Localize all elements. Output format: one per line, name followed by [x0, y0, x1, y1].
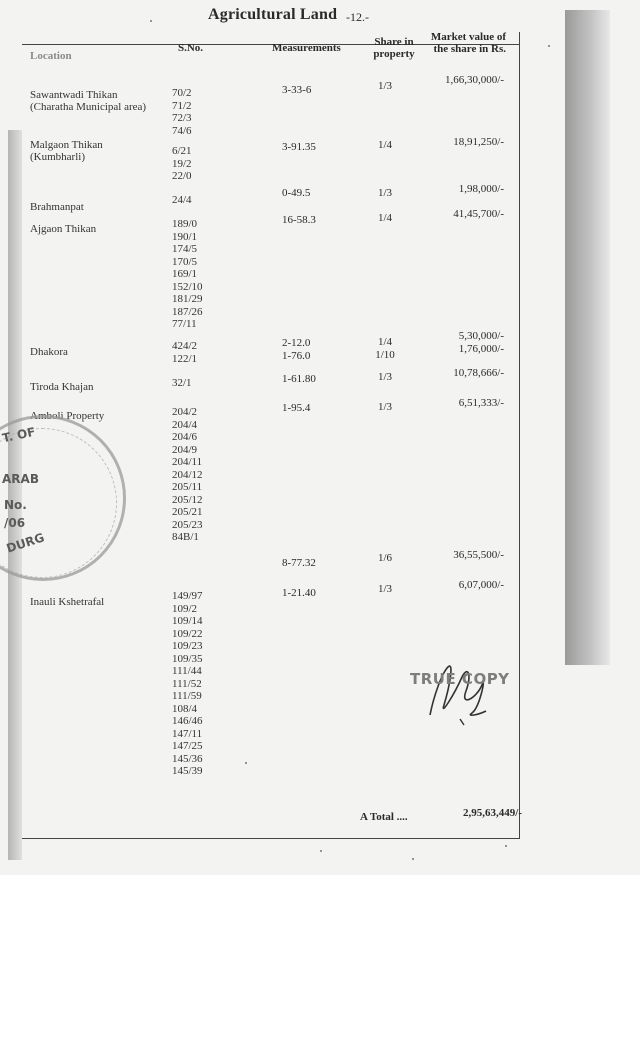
survey-number: 170/5	[172, 255, 198, 268]
measurement-cell-line: 3-91.35	[282, 141, 316, 153]
survey-number: 22/0	[172, 170, 192, 182]
seal-text-fragment: DURG	[4, 530, 47, 556]
survey-number: 111/52	[172, 677, 202, 690]
survey-number: 204/6	[172, 431, 198, 443]
market-value-cell-line: 1,98,000/-	[458, 183, 504, 195]
survey-number: 109/2	[172, 602, 198, 615]
share-cell-line: 1/4	[377, 336, 393, 348]
measurement-cell-line: 16-58.3	[282, 214, 316, 226]
market-value-cell-line: 1,76,000/-	[458, 342, 504, 355]
market-value-cell-line: 36,55,500/-	[453, 549, 504, 561]
survey-number: 181/29	[172, 293, 203, 305]
market-value-cell	[418, 136, 504, 149]
seal-text-fragment: ARAB	[2, 472, 39, 486]
survey-number: 149/97	[172, 590, 203, 602]
survey-number: 205/23	[172, 518, 203, 531]
scan-speck	[150, 20, 152, 22]
scan-shadow-right	[565, 10, 610, 665]
survey-number: 204/2	[172, 406, 198, 418]
share-cell	[368, 336, 402, 361]
survey-number: 84B/1	[172, 531, 199, 543]
location-cell: Ajgaon Thikan	[30, 223, 97, 235]
share-cell-line: 1/3	[377, 80, 393, 92]
survey-number: 71/2	[172, 99, 192, 112]
column-header-share: Share in property	[373, 36, 415, 60]
survey-number: 109/23	[172, 640, 203, 652]
measurement-cell	[282, 402, 316, 569]
measurement-cell-line: 1-61.80	[282, 373, 316, 385]
survey-number: 109/22	[172, 627, 203, 640]
survey-number-cell	[172, 406, 203, 544]
survey-number: 187/26	[172, 305, 203, 318]
seal-text-fragment: /06	[4, 516, 26, 530]
survey-number: 189/0	[172, 218, 198, 230]
survey-number-cell	[172, 145, 192, 183]
survey-number: 204/11	[172, 456, 203, 468]
survey-number: 72/3	[172, 112, 192, 124]
market-value-cell	[418, 579, 504, 592]
column-header-measurements: Measurements	[272, 42, 341, 54]
share-cell	[368, 187, 402, 200]
market-value-cell	[418, 367, 504, 380]
share-cell	[368, 212, 402, 225]
survey-number: 111/44	[172, 665, 202, 677]
share-cell	[368, 583, 402, 596]
scan-speck	[245, 762, 247, 764]
measurement-cell	[282, 141, 316, 154]
total-label: A Total ....	[360, 811, 408, 823]
survey-number: 70/2	[172, 87, 192, 99]
measurement-cell-line: 1-21.40	[282, 587, 316, 599]
survey-number: 190/1	[172, 230, 198, 243]
survey-number-cell	[172, 340, 197, 365]
location-cell: Tiroda Khajan	[30, 381, 94, 393]
market-value-cell	[418, 397, 504, 561]
survey-number-cell	[172, 590, 203, 778]
survey-number: 32/1	[172, 377, 192, 389]
true-copy-stamp: TRUE COPY	[410, 670, 510, 688]
seal-text-fragment: No.	[4, 498, 27, 512]
share-cell-line: 1/3	[377, 583, 393, 595]
measurement-cell	[282, 587, 316, 600]
survey-number: 145/36	[172, 752, 203, 765]
survey-number: 424/2	[172, 340, 198, 352]
measurement-cell	[282, 373, 316, 386]
survey-number: 147/25	[172, 740, 203, 752]
survey-number: 24/4	[172, 194, 192, 206]
survey-number-cell	[172, 218, 203, 331]
measurement-cell-line: 8-77.32	[282, 557, 316, 569]
market-value-cell	[418, 183, 504, 196]
market-value-cell-line: 10,78,666/-	[453, 367, 504, 379]
scan-speck	[320, 850, 322, 852]
scan-speck	[412, 858, 414, 860]
measurement-cell	[282, 187, 310, 200]
measurement-cell-line: 0-49.5	[282, 187, 311, 199]
survey-number: 111/59	[172, 690, 202, 702]
market-value-cell-line: 6,07,000/-	[458, 579, 504, 591]
share-cell-line: 1/4	[377, 212, 393, 224]
scan-speck	[548, 45, 550, 47]
survey-number: 108/4	[172, 702, 198, 715]
measurement-cell-line: 1-76.0	[282, 349, 311, 362]
location-cell: Malgaon Thikan (Kumbharli)	[30, 139, 103, 163]
survey-number: 205/21	[172, 506, 203, 518]
location-cell: Inauli Kshetrafal	[30, 596, 105, 608]
share-cell-line: 1/3	[377, 401, 393, 413]
measurement-cell-line: 1-95.4	[282, 402, 311, 414]
market-value-cell	[418, 208, 504, 221]
column-header-market-value: Market value of the share in Rs.	[430, 31, 506, 55]
survey-number: 169/1	[172, 268, 198, 280]
market-value-cell	[418, 74, 504, 87]
survey-number: 205/11	[172, 481, 203, 493]
survey-number: 205/12	[172, 493, 203, 506]
signature	[420, 655, 500, 730]
location-cell: Amboli Property	[30, 410, 105, 422]
market-value-cell	[418, 330, 504, 355]
share-cell-line: 1/6	[377, 552, 393, 564]
market-value-cell-line: 6,51,333/-	[458, 397, 504, 409]
survey-number: 174/5	[172, 243, 198, 255]
signature-tick	[460, 719, 464, 725]
share-cell-line: 1/4	[377, 139, 393, 151]
measurement-cell	[282, 84, 311, 97]
share-cell	[368, 80, 402, 93]
market-value-cell-line: 41,45,700/-	[453, 208, 504, 220]
measurement-cell	[282, 337, 310, 362]
survey-number: 77/11	[172, 318, 197, 330]
location-cell: Dhakora	[30, 346, 68, 358]
survey-number: 147/11	[172, 727, 203, 740]
survey-number-cell	[172, 194, 192, 207]
page-number: -12.-	[346, 10, 369, 24]
survey-number: 152/10	[172, 280, 203, 293]
measurement-cell-line: 3-33-6	[282, 84, 312, 96]
share-cell-line: 1/3	[377, 371, 393, 383]
share-cell-line: 1/10	[375, 348, 395, 361]
column-header-location: Location	[30, 50, 72, 62]
survey-number: 109/14	[172, 615, 203, 627]
share-cell	[368, 401, 402, 564]
share-cell	[368, 371, 402, 384]
total-value: 2,95,63,449/-	[463, 807, 522, 819]
survey-number: 109/35	[172, 652, 203, 665]
market-value-cell-line: 1,66,30,000/-	[445, 74, 504, 86]
seal-text-fragment: T. OF	[0, 424, 37, 446]
survey-number-cell	[172, 377, 192, 390]
measurement-cell-line: 2-12.0	[282, 337, 311, 349]
survey-number: 146/46	[172, 715, 203, 727]
scan-speck	[505, 845, 507, 847]
survey-number-cell	[172, 87, 192, 137]
market-value-cell-line: 5,30,000/-	[458, 330, 504, 342]
share-cell-line: 1/3	[377, 187, 393, 199]
survey-number: 6/21	[172, 145, 192, 157]
survey-number: 204/4	[172, 418, 198, 431]
share-cell	[368, 139, 402, 152]
survey-number: 204/9	[172, 443, 198, 456]
location-cell: Brahmanpat	[30, 201, 84, 213]
survey-number: 74/6	[172, 124, 192, 137]
survey-number: 19/2	[172, 157, 192, 170]
location-cell: Sawantwadi Thikan (Charatha Municipal area)	[30, 89, 147, 113]
survey-number: 145/39	[172, 765, 203, 777]
survey-number: 204/12	[172, 468, 203, 481]
document-title: Agricultural Land	[208, 6, 338, 23]
survey-number: 122/1	[172, 352, 198, 365]
market-value-cell-line: 18,91,250/-	[453, 136, 504, 148]
measurement-cell	[282, 214, 316, 227]
column-header-sno: S.No.	[178, 42, 204, 54]
